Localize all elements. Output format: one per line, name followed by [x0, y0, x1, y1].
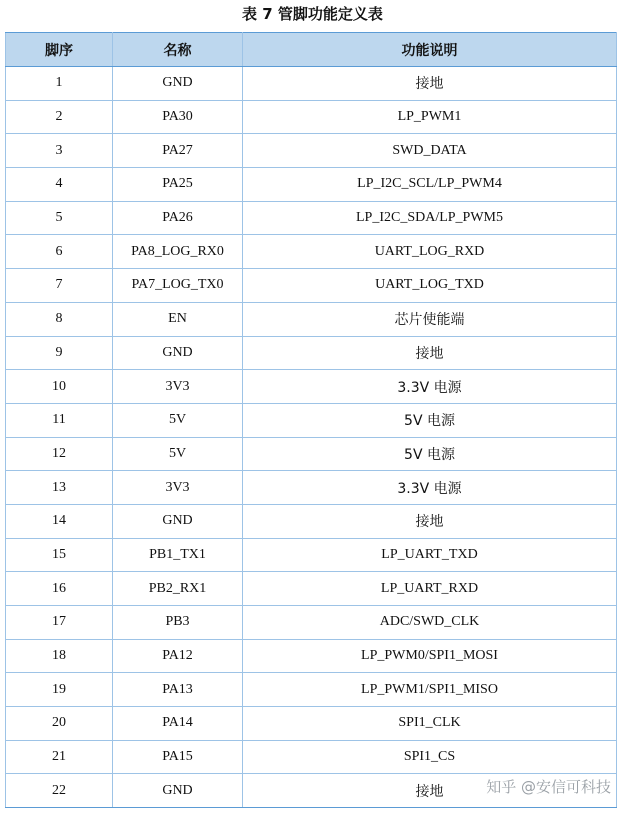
function-cell: 接地 [243, 774, 617, 808]
table-row [6, 370, 617, 404]
function-cell: LP_PWM0/SPI1_MOSI [243, 639, 617, 673]
function-cell: 接地 [243, 336, 617, 370]
function-cell: LP_I2C_SDA/LP_PWM5 [243, 201, 617, 235]
function-cell: 5V 电源 [243, 437, 617, 471]
header-name: 名称 [113, 33, 243, 67]
function-cell: LP_UART_TXD [243, 538, 617, 572]
function-cell: LP_UART_RXD [243, 572, 617, 606]
table-row [6, 504, 617, 538]
pin-cell: 17 [6, 606, 113, 640]
table-row [6, 67, 617, 101]
pin-cell: 11 [6, 403, 113, 437]
pin-cell: 4 [6, 168, 113, 202]
table-body [6, 67, 617, 808]
name-cell: PA13 [113, 673, 243, 707]
pin-cell: 8 [6, 302, 113, 336]
pin-cell: 7 [6, 269, 113, 303]
table-row [6, 201, 617, 235]
pin-cell: 12 [6, 437, 113, 471]
function-cell: LP_PWM1 [243, 100, 617, 134]
function-cell: 5V 电源 [243, 403, 617, 437]
name-cell: PA7_LOG_TX0 [113, 269, 243, 303]
pin-cell: 20 [6, 707, 113, 741]
name-cell: 3V3 [113, 370, 243, 404]
name-cell: PB2_RX1 [113, 572, 243, 606]
name-cell: 5V [113, 437, 243, 471]
table-row [6, 673, 617, 707]
name-cell: EN [113, 302, 243, 336]
table-row [6, 572, 617, 606]
name-cell: GND [113, 336, 243, 370]
pin-cell: 21 [6, 740, 113, 774]
header-pin: 脚序 [6, 33, 113, 67]
function-cell: LP_PWM1/SPI1_MISO [243, 673, 617, 707]
pin-cell: 2 [6, 100, 113, 134]
pin-cell: 16 [6, 572, 113, 606]
name-cell: PA25 [113, 168, 243, 202]
name-cell: PA26 [113, 201, 243, 235]
pin-cell: 15 [6, 538, 113, 572]
table-row [6, 740, 617, 774]
function-cell: 接地 [243, 67, 617, 101]
function-cell: 接地 [243, 504, 617, 538]
function-cell: UART_LOG_RXD [243, 235, 617, 269]
name-cell: PA14 [113, 707, 243, 741]
name-cell: PA8_LOG_RX0 [113, 235, 243, 269]
table-row [6, 639, 617, 673]
pin-cell: 13 [6, 471, 113, 505]
function-cell: SPI1_CLK [243, 707, 617, 741]
table-row [6, 538, 617, 572]
table-row [6, 606, 617, 640]
table-row [6, 100, 617, 134]
pin-cell: 9 [6, 336, 113, 370]
pin-cell: 22 [6, 774, 113, 808]
table-row [6, 336, 617, 370]
name-cell: 3V3 [113, 471, 243, 505]
name-cell: PB3 [113, 606, 243, 640]
function-cell: SPI1_CS [243, 740, 617, 774]
pin-cell: 1 [6, 67, 113, 101]
name-cell: GND [113, 67, 243, 101]
table-row [6, 168, 617, 202]
table-header-row [6, 33, 617, 67]
name-cell: PA27 [113, 134, 243, 168]
table-row [6, 302, 617, 336]
pin-cell: 14 [6, 504, 113, 538]
name-cell: 5V [113, 403, 243, 437]
table-row [6, 437, 617, 471]
name-cell: PA15 [113, 740, 243, 774]
function-cell: UART_LOG_TXD [243, 269, 617, 303]
name-cell: PA30 [113, 100, 243, 134]
pin-cell: 5 [6, 201, 113, 235]
function-cell: 3.3V 电源 [243, 370, 617, 404]
header-function: 功能说明 [243, 33, 617, 67]
function-cell: ADC/SWD_CLK [243, 606, 617, 640]
function-cell: 3.3V 电源 [243, 471, 617, 505]
function-cell: LP_I2C_SCL/LP_PWM4 [243, 168, 617, 202]
name-cell: GND [113, 504, 243, 538]
name-cell: PA12 [113, 639, 243, 673]
function-cell: SWD_DATA [243, 134, 617, 168]
table-caption: 表 7 管脚功能定义表 [242, 5, 383, 23]
table-row [6, 134, 617, 168]
name-cell: PB1_TX1 [113, 538, 243, 572]
table-row [6, 235, 617, 269]
pin-definition-table [5, 32, 617, 808]
table-row [6, 471, 617, 505]
watermark: 知乎 @安信可科技 [486, 778, 611, 796]
name-cell: GND [113, 774, 243, 808]
pin-cell: 10 [6, 370, 113, 404]
pin-cell: 18 [6, 639, 113, 673]
pin-cell: 6 [6, 235, 113, 269]
table-row [6, 707, 617, 741]
table-row [6, 269, 617, 303]
table-row [6, 403, 617, 437]
pin-cell: 19 [6, 673, 113, 707]
function-cell: 芯片使能端 [243, 302, 617, 336]
pin-cell: 3 [6, 134, 113, 168]
